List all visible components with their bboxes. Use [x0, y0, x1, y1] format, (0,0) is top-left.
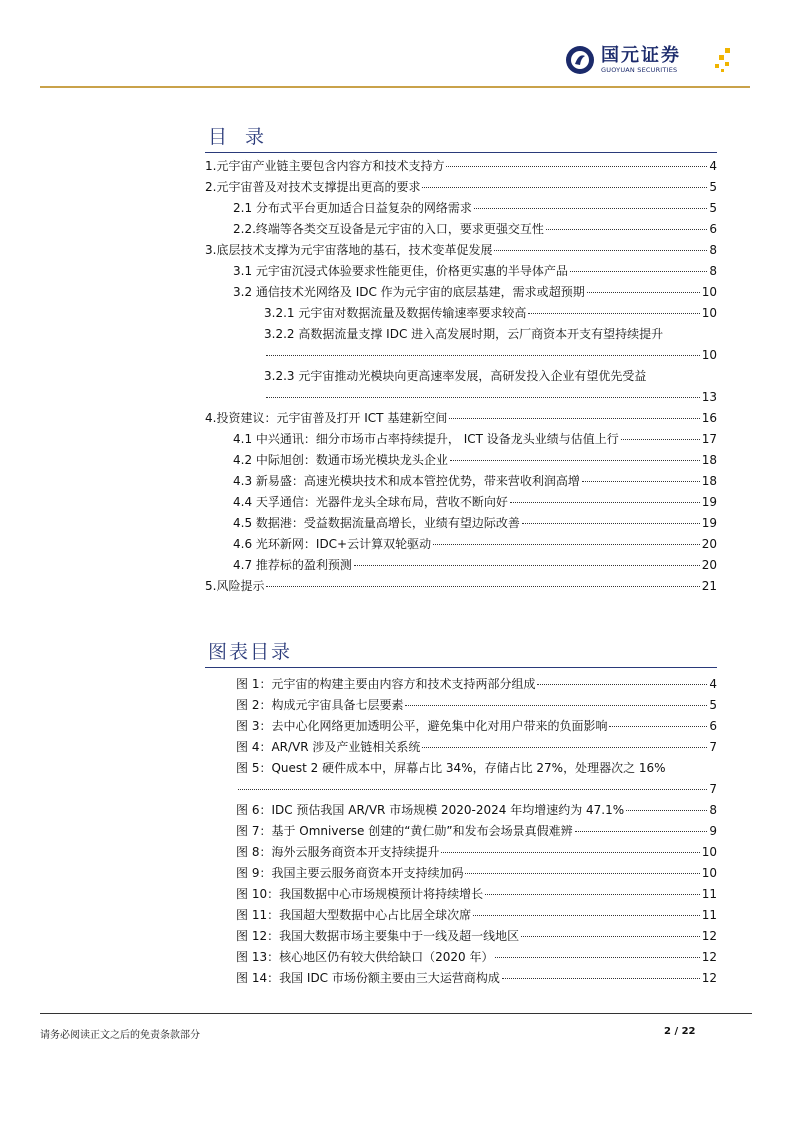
figure-entry[interactable] [236, 907, 717, 923]
toc-entry[interactable] [264, 305, 717, 321]
figures-title-divider [205, 667, 717, 668]
toc-entry[interactable] [233, 200, 717, 216]
footer-disclaimer: 请务必阅读正文之后的免责条款部分 [40, 1030, 200, 1041]
figure-entry[interactable] [236, 886, 717, 902]
toc-entry-label: 3.2.2 高数据流量支撑 IDC 进入高发展时期，云厂商资本开支有望持续提升 [264, 327, 664, 341]
toc-entry[interactable] [233, 473, 717, 489]
toc-entry[interactable] [233, 431, 717, 447]
toc-leader-dots [510, 502, 700, 503]
figure-leader-dots [495, 957, 699, 958]
figure-entry-label: 图 11：我国超大型数据中心占比居全球次席 [236, 908, 472, 922]
figure-entry-label: 图 3：去中心化网络更加透明公平，避免集中化对用户带来的负面影响 [236, 719, 608, 733]
figure-entry-page: 11 [701, 908, 717, 922]
figure-entry-page: 12 [701, 971, 717, 985]
toc-entry-label: 4.投资建议：元宇宙普及打开 ICT 基建新空间 [205, 411, 448, 425]
toc-entry-page: 8 [709, 264, 717, 278]
toc-entry-label: 5.风险提示 [205, 579, 265, 593]
toc-leader-dots [266, 586, 699, 587]
toc-entry-page: 21 [701, 579, 717, 593]
toc-entry-page: 16 [701, 411, 717, 425]
toc-entry-page: 19 [701, 516, 717, 530]
toc-entry[interactable] [233, 494, 717, 510]
toc-entry-page: 5 [709, 180, 717, 194]
figure-entry-label: 图 6：IDC 预估我国 AR/VR 市场规模 2020-2024 年均增速约为 47.1% [236, 803, 625, 817]
figure-leader-dots [441, 852, 699, 853]
toc-entry-label: 2.元宇宙普及对技术支撑提出更高的要求 [205, 180, 421, 194]
brand-dots-icon [711, 47, 733, 77]
figure-entry-page: 11 [701, 887, 717, 901]
toc-title: 目 录 [208, 126, 271, 148]
toc-leader-dots [494, 250, 707, 251]
toc-entry[interactable] [205, 158, 717, 174]
toc-leader-dots [546, 229, 707, 230]
figure-entry-page: 5 [709, 698, 717, 712]
figure-entry[interactable] [236, 949, 717, 965]
toc-entry-page: 8 [709, 243, 717, 257]
toc-entry-page: 6 [709, 222, 717, 236]
figure-entry-page: 8 [709, 803, 717, 817]
toc-leader-dots [446, 166, 707, 167]
toc-leader-dots [266, 397, 700, 398]
figure-entry-page: 10 [701, 866, 717, 880]
footer-divider [40, 1013, 752, 1014]
figure-entry-page: 4 [709, 677, 717, 691]
figure-entry-page: 7 [709, 782, 717, 796]
toc-leader-dots [433, 544, 700, 545]
toc-entry-page: 10 [701, 285, 717, 299]
figure-entry-label: 图 8：海外云服务商资本开支持续提升 [236, 845, 440, 859]
toc-entry-label: 4.4 天孚通信：光器件龙头全球布局，营收不断向好 [233, 495, 508, 509]
toc-entry-page: 19 [701, 495, 717, 509]
figure-entry-label: 图 1：元宇宙的构建主要由内容方和技术支持两部分组成 [236, 677, 536, 691]
toc-entry[interactable] [264, 389, 717, 405]
figure-entry[interactable] [236, 760, 717, 776]
toc-entry[interactable] [233, 515, 717, 531]
figure-leader-dots [575, 831, 708, 832]
figure-entry-page: 6 [709, 719, 717, 733]
toc-leader-dots [449, 418, 699, 419]
figure-entry[interactable] [236, 697, 717, 713]
toc-entry-label: 3.底层技术支撑为元宇宙落地的基石，技术变革促发展 [205, 243, 493, 257]
toc-leader-dots [621, 439, 700, 440]
figure-entry-page: 7 [709, 740, 717, 754]
page-number: 2 / 22 [664, 1026, 696, 1037]
figures-title: 图表目录 [208, 641, 293, 663]
figure-entry[interactable] [236, 718, 717, 734]
figure-entry-page: 10 [701, 845, 717, 859]
figure-entry-label: 图 2：构成元宇宙具备七层要素 [236, 698, 404, 712]
toc-entry[interactable] [233, 557, 717, 573]
toc-entry-page: 13 [701, 390, 717, 404]
toc-entry-page: 4 [709, 159, 717, 173]
toc-leader-dots [522, 523, 700, 524]
company-logo [565, 45, 681, 75]
guoyuan-logo-icon [565, 45, 595, 75]
toc-entry[interactable] [205, 242, 717, 258]
toc-leader-dots [266, 355, 700, 356]
toc-entry-label: 4.5 数据港：受益数据流量高增长，业绩有望边际改善 [233, 516, 520, 530]
toc-leader-dots [582, 481, 700, 482]
figure-leader-dots [537, 684, 707, 685]
figure-entry[interactable] [236, 802, 717, 818]
toc-leader-dots [474, 208, 707, 209]
toc-entry-page: 17 [701, 432, 717, 446]
toc-entry[interactable] [233, 284, 717, 300]
figure-entry-page: 12 [701, 929, 717, 943]
figure-entry[interactable] [236, 823, 717, 839]
toc-entry-label: 3.2 通信技术光网络及 IDC 作为元宇宙的底层基建，需求或超预期 [233, 285, 585, 299]
toc-entry[interactable] [205, 578, 717, 594]
figure-entry[interactable] [236, 970, 717, 986]
figure-leader-dots [473, 915, 700, 916]
brand-name-cn: 国元证券 [601, 45, 681, 66]
toc-entry-page: 10 [701, 348, 717, 362]
toc-entry-label: 1.元宇宙产业链主要包含内容方和技术支持方 [205, 159, 445, 173]
toc-entry-page: 20 [701, 537, 717, 551]
toc-entry[interactable] [233, 221, 717, 237]
toc-entry[interactable] [264, 368, 717, 384]
toc-entry-label: 4.7 推荐标的盈利预测 [233, 558, 352, 572]
toc-entry[interactable] [233, 452, 717, 468]
toc-entry-label: 2.2.终端等各类交互设备是元宇宙的入口，要求更强交互性 [233, 222, 544, 236]
toc-leader-dots [528, 313, 699, 314]
toc-entry-label: 3.1 元宇宙沉浸式体验要求性能更佳，价格更实惠的半导体产品 [233, 264, 568, 278]
toc-entry-label: 4.6 光环新网：IDC+云计算双轮驱动 [233, 537, 432, 551]
figure-entry[interactable] [236, 781, 717, 797]
figure-entry-label: 图 7：基于 Omniverse 创建的“黄仁勋”和发布会场景真假难辨 [236, 824, 573, 838]
figure-entry[interactable] [236, 739, 717, 755]
toc-entry[interactable] [233, 263, 717, 279]
figure-leader-dots [502, 978, 700, 979]
figure-entry-label: 图 13：核心地区仍有较大供给缺口（2020 年） [236, 950, 494, 964]
figure-entry[interactable] [236, 676, 717, 692]
figure-entry-label: 图 5：Quest 2 硬件成本中，屏幕占比 34%，存储占比 27%，处理器次之 16% [236, 761, 666, 775]
figure-leader-dots [405, 705, 707, 706]
toc-leader-dots [422, 187, 707, 188]
toc-entry-page: 20 [701, 558, 717, 572]
figure-entry-page: 12 [701, 950, 717, 964]
toc-entry-label: 2.1 分布式平台更加适合日益复杂的网络需求 [233, 201, 472, 215]
figure-entry-label: 图 9：我国主要云服务商资本开支持续加码 [236, 866, 464, 880]
toc-entry[interactable] [233, 536, 717, 552]
figure-entry-label: 图 12：我国大数据市场主要集中于一线及超一线地区 [236, 929, 520, 943]
toc-entry[interactable] [264, 347, 717, 363]
toc-entry-label: 3.2.1 元宇宙对数据流量及数据传输速率要求较高 [264, 306, 527, 320]
figure-entry[interactable] [236, 928, 717, 944]
figure-entry[interactable] [236, 865, 717, 881]
toc-leader-dots [354, 565, 700, 566]
figure-leader-dots [485, 894, 700, 895]
toc-leader-dots [450, 460, 700, 461]
toc-title-divider [205, 152, 717, 153]
toc-entry-page: 18 [701, 474, 717, 488]
figure-entry-label: 图 4：AR/VR 涉及产业链相关系统 [236, 740, 421, 754]
header-divider [40, 86, 750, 88]
figure-leader-dots [609, 726, 707, 727]
toc-entry[interactable] [205, 179, 717, 195]
figure-leader-dots [422, 747, 707, 748]
toc-entry[interactable] [205, 410, 717, 426]
toc-entry-page: 18 [701, 453, 717, 467]
toc-entry-label: 4.1 中兴通讯：细分市场市占率持续提升， ICT 设备龙头业绩与估值上行 [233, 432, 619, 446]
figure-leader-dots [521, 936, 700, 937]
figure-leader-dots [465, 873, 699, 874]
toc-leader-dots [587, 292, 700, 293]
toc-entry[interactable] [264, 326, 717, 342]
toc-leader-dots [570, 271, 707, 272]
figure-entry[interactable] [236, 844, 717, 860]
figure-leader-dots [238, 789, 707, 790]
brand-name-en: GUOYUAN SECURITIES [601, 66, 678, 74]
toc-entry-label: 4.3 新易盛：高速光模块技术和成本管控优势，带来营收利润高增 [233, 474, 580, 488]
toc-entry-page: 10 [701, 306, 717, 320]
figure-entry-label: 图 14：我国 IDC 市场份额主要由三大运营商构成 [236, 971, 500, 985]
toc-entry-page: 5 [709, 201, 717, 215]
figure-leader-dots [626, 810, 707, 811]
figure-entry-label: 图 10：我国数据中心市场规模预计将持续增长 [236, 887, 484, 901]
figure-entry-page: 9 [709, 824, 717, 838]
toc-entry-label: 4.2 中际旭创：数通市场光模块龙头企业 [233, 453, 448, 467]
toc-entry-label: 3.2.3 元宇宙推动光模块向更高速率发展，高研发投入企业有望优先受益 [264, 369, 647, 383]
